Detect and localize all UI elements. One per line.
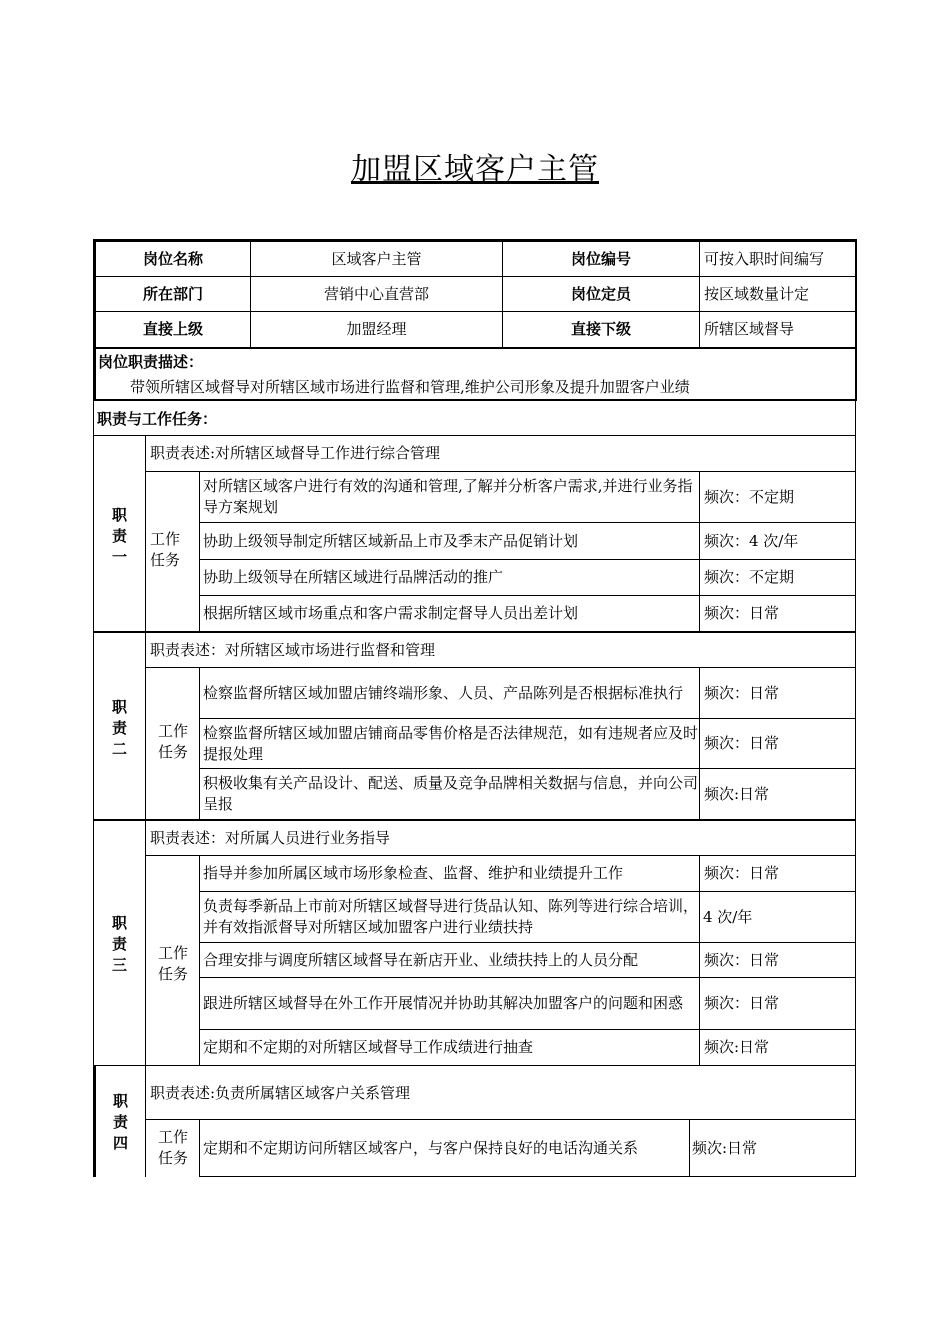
duty-1-task-label <box>146 520 190 580</box>
duty-2-name-char: 责 <box>111 718 127 737</box>
duty-2-task-2: 检察监督所辖区域加盟店铺商品零售价格是否法律规范，如有违规者应及时提报处理 <box>203 723 699 763</box>
table-border-right <box>855 239 857 399</box>
duty-2-name <box>94 692 145 764</box>
task-label-line: 任务 <box>157 965 188 983</box>
duty-4-task-1: 定期和不定期访问所辖区域客户，与客户保持良好的电话沟通关系 <box>203 1138 639 1157</box>
duty-1-name-char: 职 <box>111 505 127 524</box>
position-name-value: 区域客户主管 <box>331 249 422 268</box>
position-name-label: 岗位名称 <box>142 249 203 268</box>
headcount-value: 按区域数量计定 <box>704 284 810 303</box>
duty-4-name-char: 职 <box>112 1091 128 1110</box>
superior-label: 直接上级 <box>142 320 203 338</box>
duty-3-task-label <box>146 934 200 994</box>
duty-2-task-1: 检察监督所辖区域加盟店铺终端形象、人员、产品陈列是否根据标准执行 <box>203 683 684 702</box>
duty-4-task-label <box>146 1120 200 1176</box>
department-label: 所在部门 <box>142 284 203 303</box>
col-divider <box>699 471 700 631</box>
duty-3-name <box>94 908 145 980</box>
duty-2-statement: 职责表述：对所辖区域市场进行监督和管理 <box>150 641 436 659</box>
page-title: 加盟区域客户主管 <box>351 152 599 187</box>
duty-1-name <box>94 500 145 572</box>
duty-3-task-5: 定期和不定期的对所辖区域督导工作成绩进行抽查 <box>203 1038 534 1056</box>
duty-1-name-char: 一 <box>111 547 127 566</box>
col-divider <box>699 667 700 820</box>
duty-4-name-char: 四 <box>112 1133 128 1152</box>
duty-2-task-2-frequency: 频次：日常 <box>704 734 780 752</box>
duty-4-task-1-frequency: 频次:日常 <box>692 1138 758 1157</box>
subordinate-value: 所辖区域督导 <box>704 320 795 338</box>
duty-2-name-char: 二 <box>111 739 127 758</box>
duty-3-task-4: 跟进所辖区域督导在外工作开展情况并协助其解决加盟客户的问题和困惑 <box>203 994 684 1012</box>
duty-1-name-char: 责 <box>111 526 127 545</box>
superior-value: 加盟经理 <box>346 320 407 338</box>
duty-2-task-1-frequency: 频次：日常 <box>704 683 780 702</box>
headcount-label: 岗位定员 <box>570 284 631 303</box>
duty-1-task-4: 根据所辖区域市场重点和客户需求制定督导人员出差计划 <box>203 604 579 622</box>
position-code-value: 可按入职时间编写 <box>704 249 825 268</box>
duty-3-task-4-frequency: 频次：日常 <box>704 994 780 1012</box>
duties-label: 职责与工作任务： <box>97 409 218 428</box>
row-divider <box>93 347 857 349</box>
duty-3-name-char: 职 <box>111 913 127 932</box>
row-divider <box>93 399 857 401</box>
task-label-line: 工作 <box>150 530 181 548</box>
duty-1-task-2-frequency: 频次：4 次/年 <box>704 531 799 550</box>
task-label-line: 任务 <box>157 1149 188 1167</box>
duty-3-task-1-frequency: 频次：日常 <box>704 864 780 882</box>
row-divider <box>199 1176 856 1177</box>
duty-3-task-2-frequency: 4 次/年 <box>703 907 753 926</box>
duty-1-task-3-frequency: 频次：不定期 <box>704 568 795 586</box>
duty-3-name-char: 责 <box>111 934 127 953</box>
duty-1-task-2: 协助上级领导制定所辖区域新品上市及季末产品促销计划 <box>203 531 579 550</box>
duty-2-name-char: 职 <box>111 697 127 716</box>
row-divider <box>93 819 856 821</box>
department-value: 营销中心直营部 <box>323 284 429 303</box>
task-label-line: 工作 <box>157 722 188 740</box>
description-text: 带领所辖区域督导对所辖区域市场进行监督和管理,维护公司形象及提升加盟客户业绩 <box>130 377 690 396</box>
duty-1-task-1-frequency: 频次：不定期 <box>704 487 795 506</box>
col-divider <box>699 855 700 1065</box>
row-divider <box>93 631 856 633</box>
col-divider <box>199 471 200 631</box>
duty-3-task-3-frequency: 频次：日常 <box>704 950 780 969</box>
row-divider <box>93 1065 856 1066</box>
col-divider <box>689 1119 690 1177</box>
duty-3-task-5-frequency: 频次:日常 <box>704 1038 770 1056</box>
duty-1-task-3: 协助上级领导在所辖区域进行品牌活动的推广 <box>203 568 504 586</box>
duty-3-task-2: 负责每季新品上市前对所辖区域督导进行货品认知、陈列等进行综合培训，并有效指派督导对所辖区域加盟客户进行业绩扶持 <box>203 897 699 936</box>
description-label: 岗位职责描述： <box>98 352 204 371</box>
col-divider <box>699 239 700 349</box>
duty-3-statement: 职责表述：对所属人员进行业务指导 <box>150 829 391 847</box>
position-code-label: 岗位编号 <box>570 249 631 268</box>
duty-3-task-3: 合理安排与调度所辖区域督导在新店开业、业绩扶持上的人员分配 <box>203 950 639 969</box>
duty-2-task-3: 积极收集有关产品设计、配送、质量及竞争品牌相关数据与信息，并向公司呈报 <box>203 774 699 813</box>
duty-2-task-3-frequency: 频次:日常 <box>704 784 770 803</box>
table-border-right <box>855 399 856 1177</box>
task-label-line: 工作 <box>157 944 188 962</box>
duty-4-statement: 职责表述:负责所属辖区域客户关系管理 <box>150 1083 411 1102</box>
subordinate-label: 直接下级 <box>570 320 631 338</box>
duty-4-name-char: 责 <box>112 1112 128 1131</box>
duty-1-task-1: 对所辖区域客户进行有效的沟通和管理,了解并分析客户需求,并进行业务指导方案规划 <box>203 477 693 516</box>
duty-1-task-4-frequency: 频次：日常 <box>704 604 780 622</box>
duty-4-name <box>96 1086 145 1158</box>
duty-3-name-char: 三 <box>111 955 127 974</box>
task-label-line: 任务 <box>157 743 188 761</box>
task-label-line: 任务 <box>150 551 181 569</box>
duty-3-task-1: 指导并参加所属区域市场形象检查、监督、维护和业绩提升工作 <box>203 864 624 882</box>
duty-2-task-label <box>146 712 200 772</box>
duty-1-statement: 职责表述:对所辖区域督导工作进行综合管理 <box>150 444 441 462</box>
task-label-line: 工作 <box>157 1128 188 1146</box>
